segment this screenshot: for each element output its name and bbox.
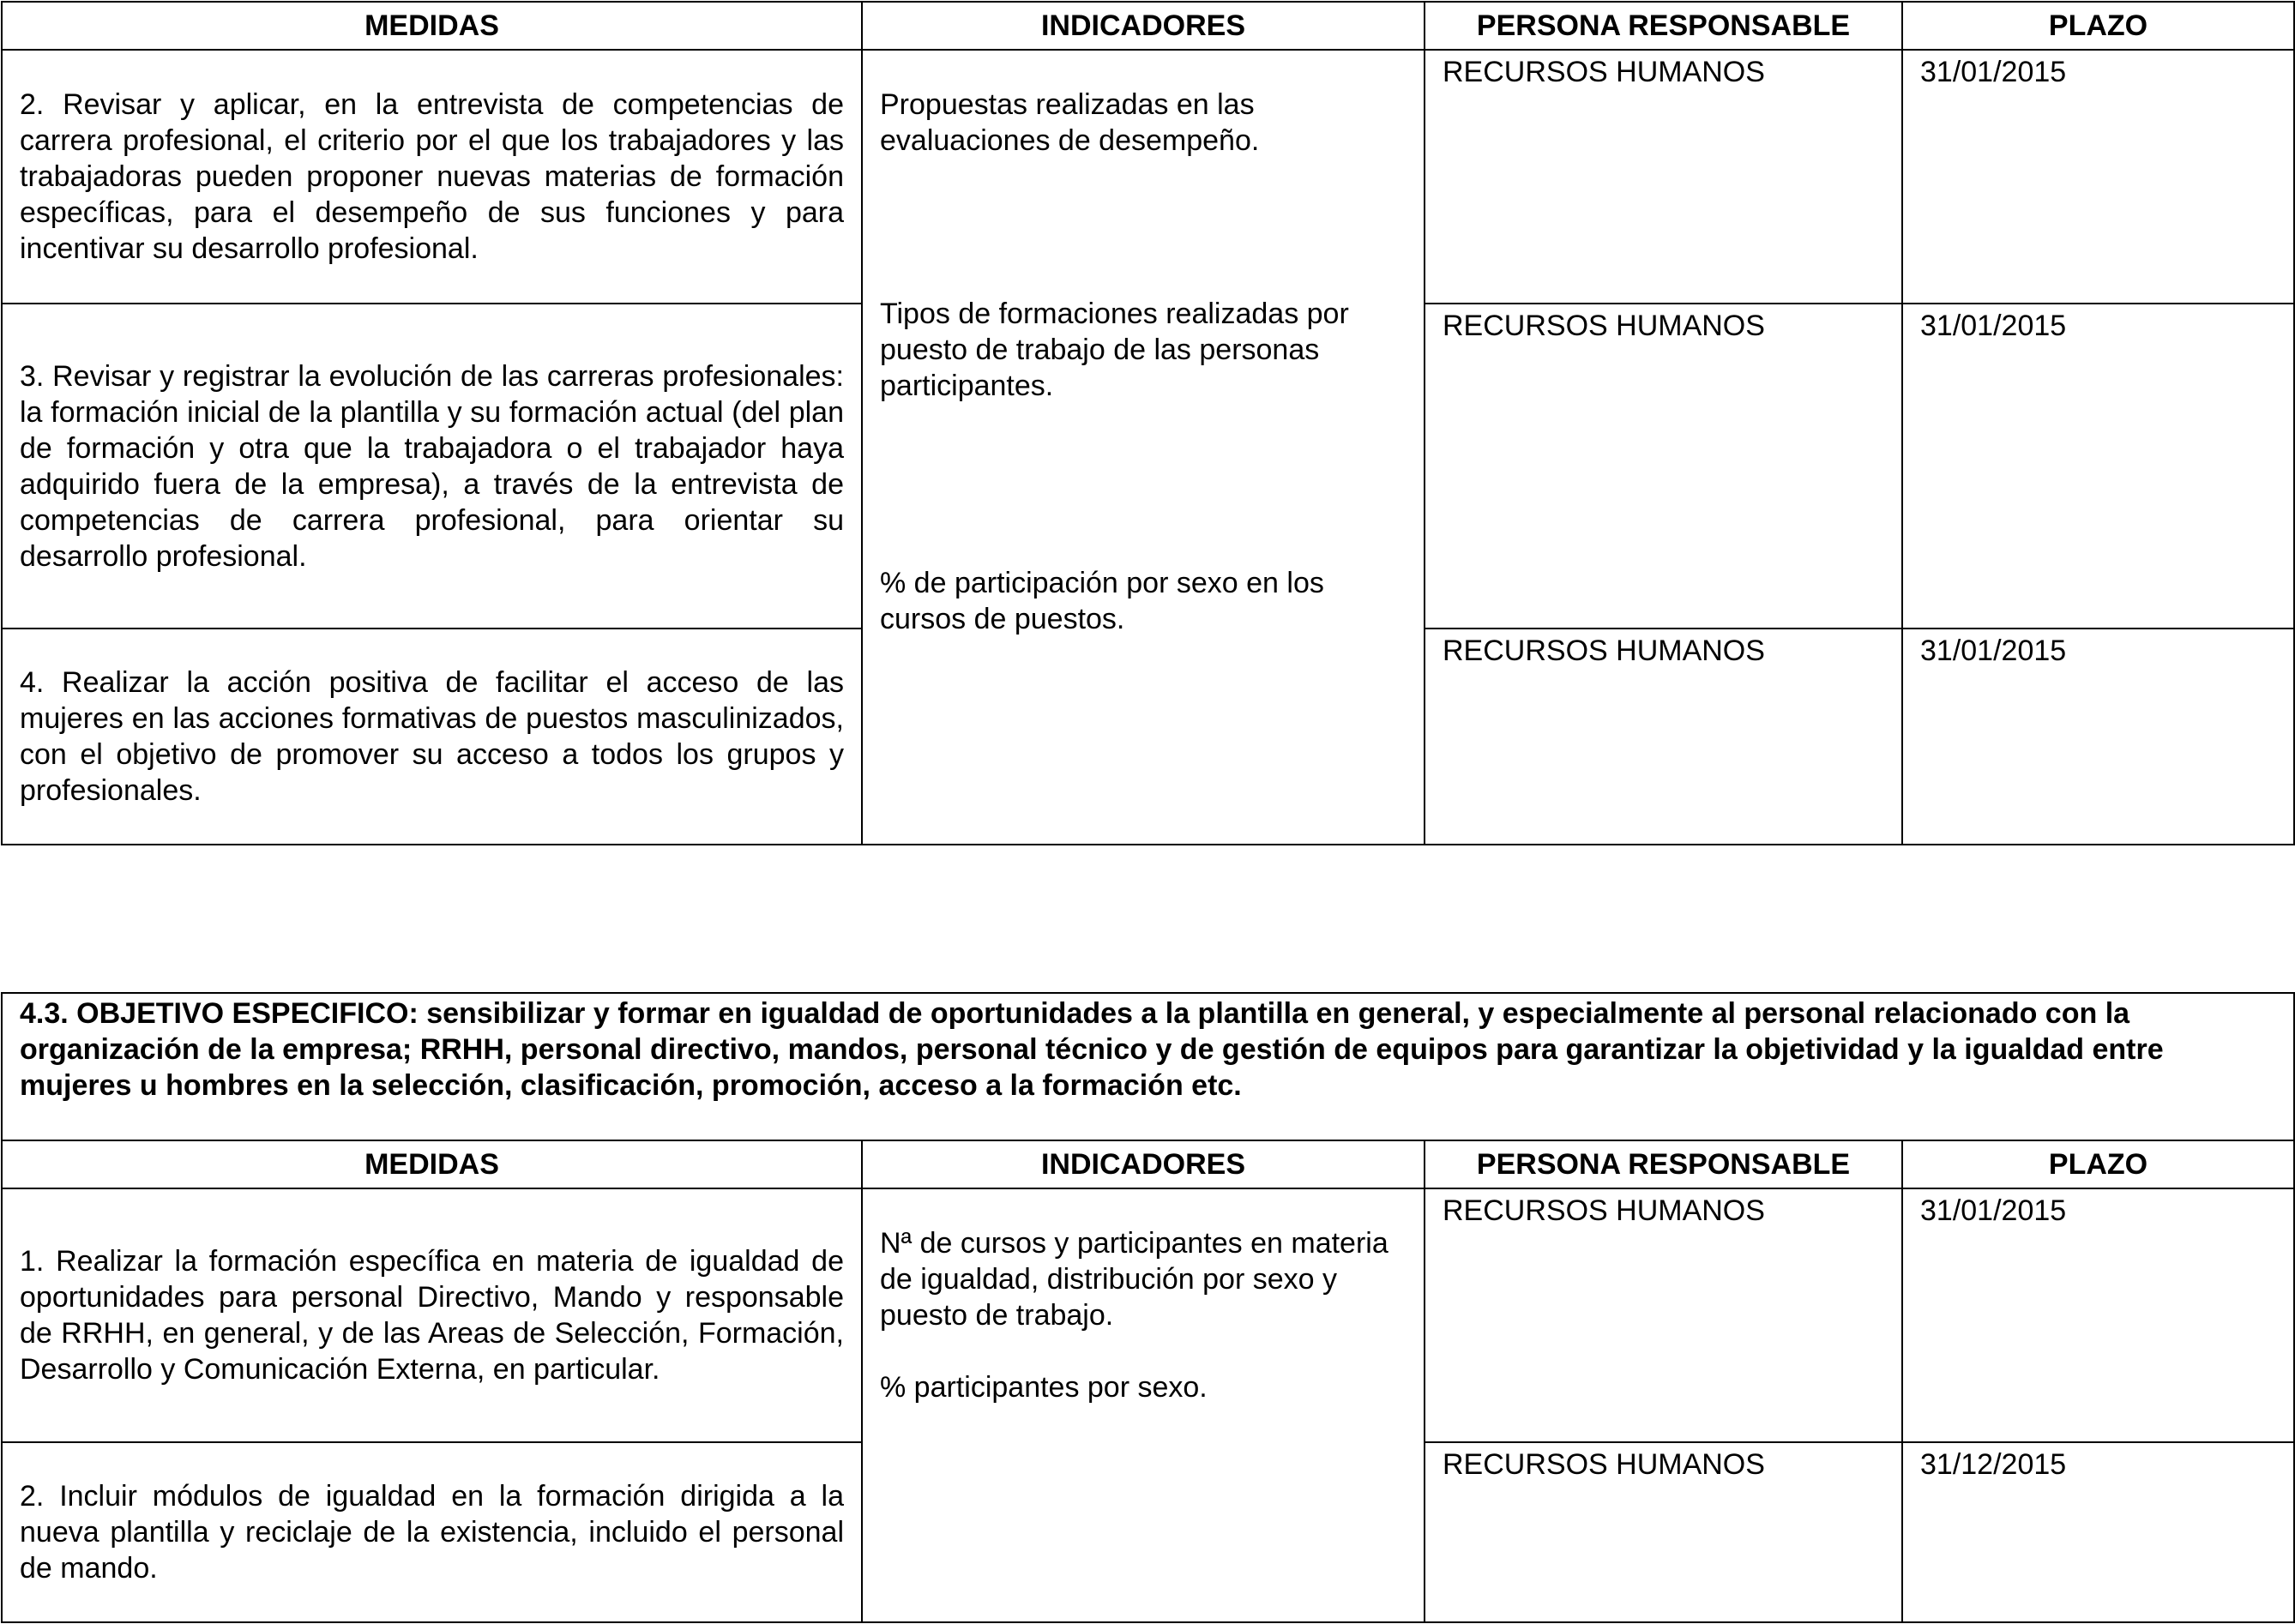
- table-row: [2, 1188, 2294, 1442]
- table-header-row: [2, 1140, 2294, 1188]
- indicadores-cell: [862, 1188, 1425, 1622]
- objetivo-especifico: 4.3. OBJETIVO ESPECIFICO: sensibilizar y formar en igualdad de oportunidades a la plantilla en general, y especialmente al personal relacionado con la organización de la empresa; RRHH, personal directivo, mandos, personal técnico y de gestión de equipos para garantizar la objetividad y la igualdad entre mujeres u hombres en la selección, clasificación, promoción, acceso a la formación etc.: [2, 993, 2294, 1140]
- medida-cell: [2, 50, 862, 304]
- plazo-cell: 31/01/2015: [1902, 1188, 2294, 1442]
- measures-table-2: [1, 992, 2295, 1623]
- medida-text: 2. Revisar y aplicar, en la entrevista de competencias de carrera profesional, el criterio por el que los trabajadores y las trabajadoras pueden proponer nuevas materias de formación específicas, para el desempeño de sus funciones y para incentivar su desarrollo profesional.: [20, 88, 844, 265]
- measures-table-1: [1, 1, 2295, 845]
- indicador-text: % participantes por sexo.: [880, 1371, 1208, 1404]
- header-medidas: MEDIDAS: [2, 2, 862, 50]
- header-plazo: PLAZO: [1902, 1140, 2294, 1188]
- medida-text: 4. Realizar la acción positiva de facilitar el acceso de las mujeres en las acciones formativas de puestos masculinizados, con el objetivo de promover su acceso a todos los grupos y profesionales.: [20, 666, 844, 807]
- medida-cell: [2, 304, 862, 629]
- header-persona-responsable: PERSONA RESPONSABLE: [1425, 1140, 1902, 1188]
- plazo-cell: 31/01/2015: [1902, 50, 2294, 304]
- responsable-cell: RECURSOS HUMANOS: [1425, 1442, 1902, 1622]
- plazo-cell: 31/12/2015: [1902, 1442, 2294, 1622]
- responsable-cell: RECURSOS HUMANOS: [1425, 1188, 1902, 1442]
- medida-cell: [2, 1188, 862, 1442]
- header-plazo: PLAZO: [1902, 2, 2294, 50]
- header-persona-responsable: PERSONA RESPONSABLE: [1425, 2, 1902, 50]
- responsable-cell: RECURSOS HUMANOS: [1425, 50, 1902, 304]
- objetivo-row: [2, 993, 2294, 1140]
- medida-cell: [2, 1442, 862, 1622]
- header-indicadores: INDICADORES: [862, 1140, 1425, 1188]
- header-indicadores: INDICADORES: [862, 2, 1425, 50]
- plazo-cell: 31/01/2015: [1902, 304, 2294, 629]
- indicador-text: % de participación por sexo en los cursos de puestos.: [880, 567, 1324, 635]
- responsable-cell: RECURSOS HUMANOS: [1425, 629, 1902, 845]
- indicador-text: Propuestas realizadas en las evaluaciones de desempeño.: [880, 88, 1260, 157]
- responsable-cell: RECURSOS HUMANOS: [1425, 304, 1902, 629]
- medida-text: 1. Realizar la formación específica en materia de igualdad de oportunidades para personal Directivo, Mando y responsable de RRHH, en general, y de las Areas de Selección, Formación, Desarrollo y Comunicación Externa, en particular.: [20, 1245, 844, 1386]
- table-header-row: [2, 2, 2294, 50]
- indicador-text: Nª de cursos y participantes en materia de igualdad, distribución por sexo y puesto de trabajo.: [880, 1227, 1388, 1332]
- table-row: [2, 50, 2294, 304]
- medida-text: 3. Revisar y registrar la evolución de las carreras profesionales: la formación inicial de la plantilla y su formación actual (del plan de formación y otra que la trabajadora o el trabajador haya adquirido fuera de la empresa), a través de la entrevista de competencias de carrera profesional, para orientar su desarrollo profesional.: [20, 359, 844, 573]
- indicador-text: Tipos de formaciones realizadas por puesto de trabajo de las personas participantes.: [880, 298, 1349, 402]
- medida-cell: [2, 629, 862, 845]
- indicadores-cell: [862, 50, 1425, 845]
- header-medidas: MEDIDAS: [2, 1140, 862, 1188]
- medida-text: 2. Incluir módulos de igualdad en la formación dirigida a la nueva plantilla y reciclaje de la existencia, incluido el personal de mando.: [20, 1480, 844, 1585]
- plazo-cell: 31/01/2015: [1902, 629, 2294, 845]
